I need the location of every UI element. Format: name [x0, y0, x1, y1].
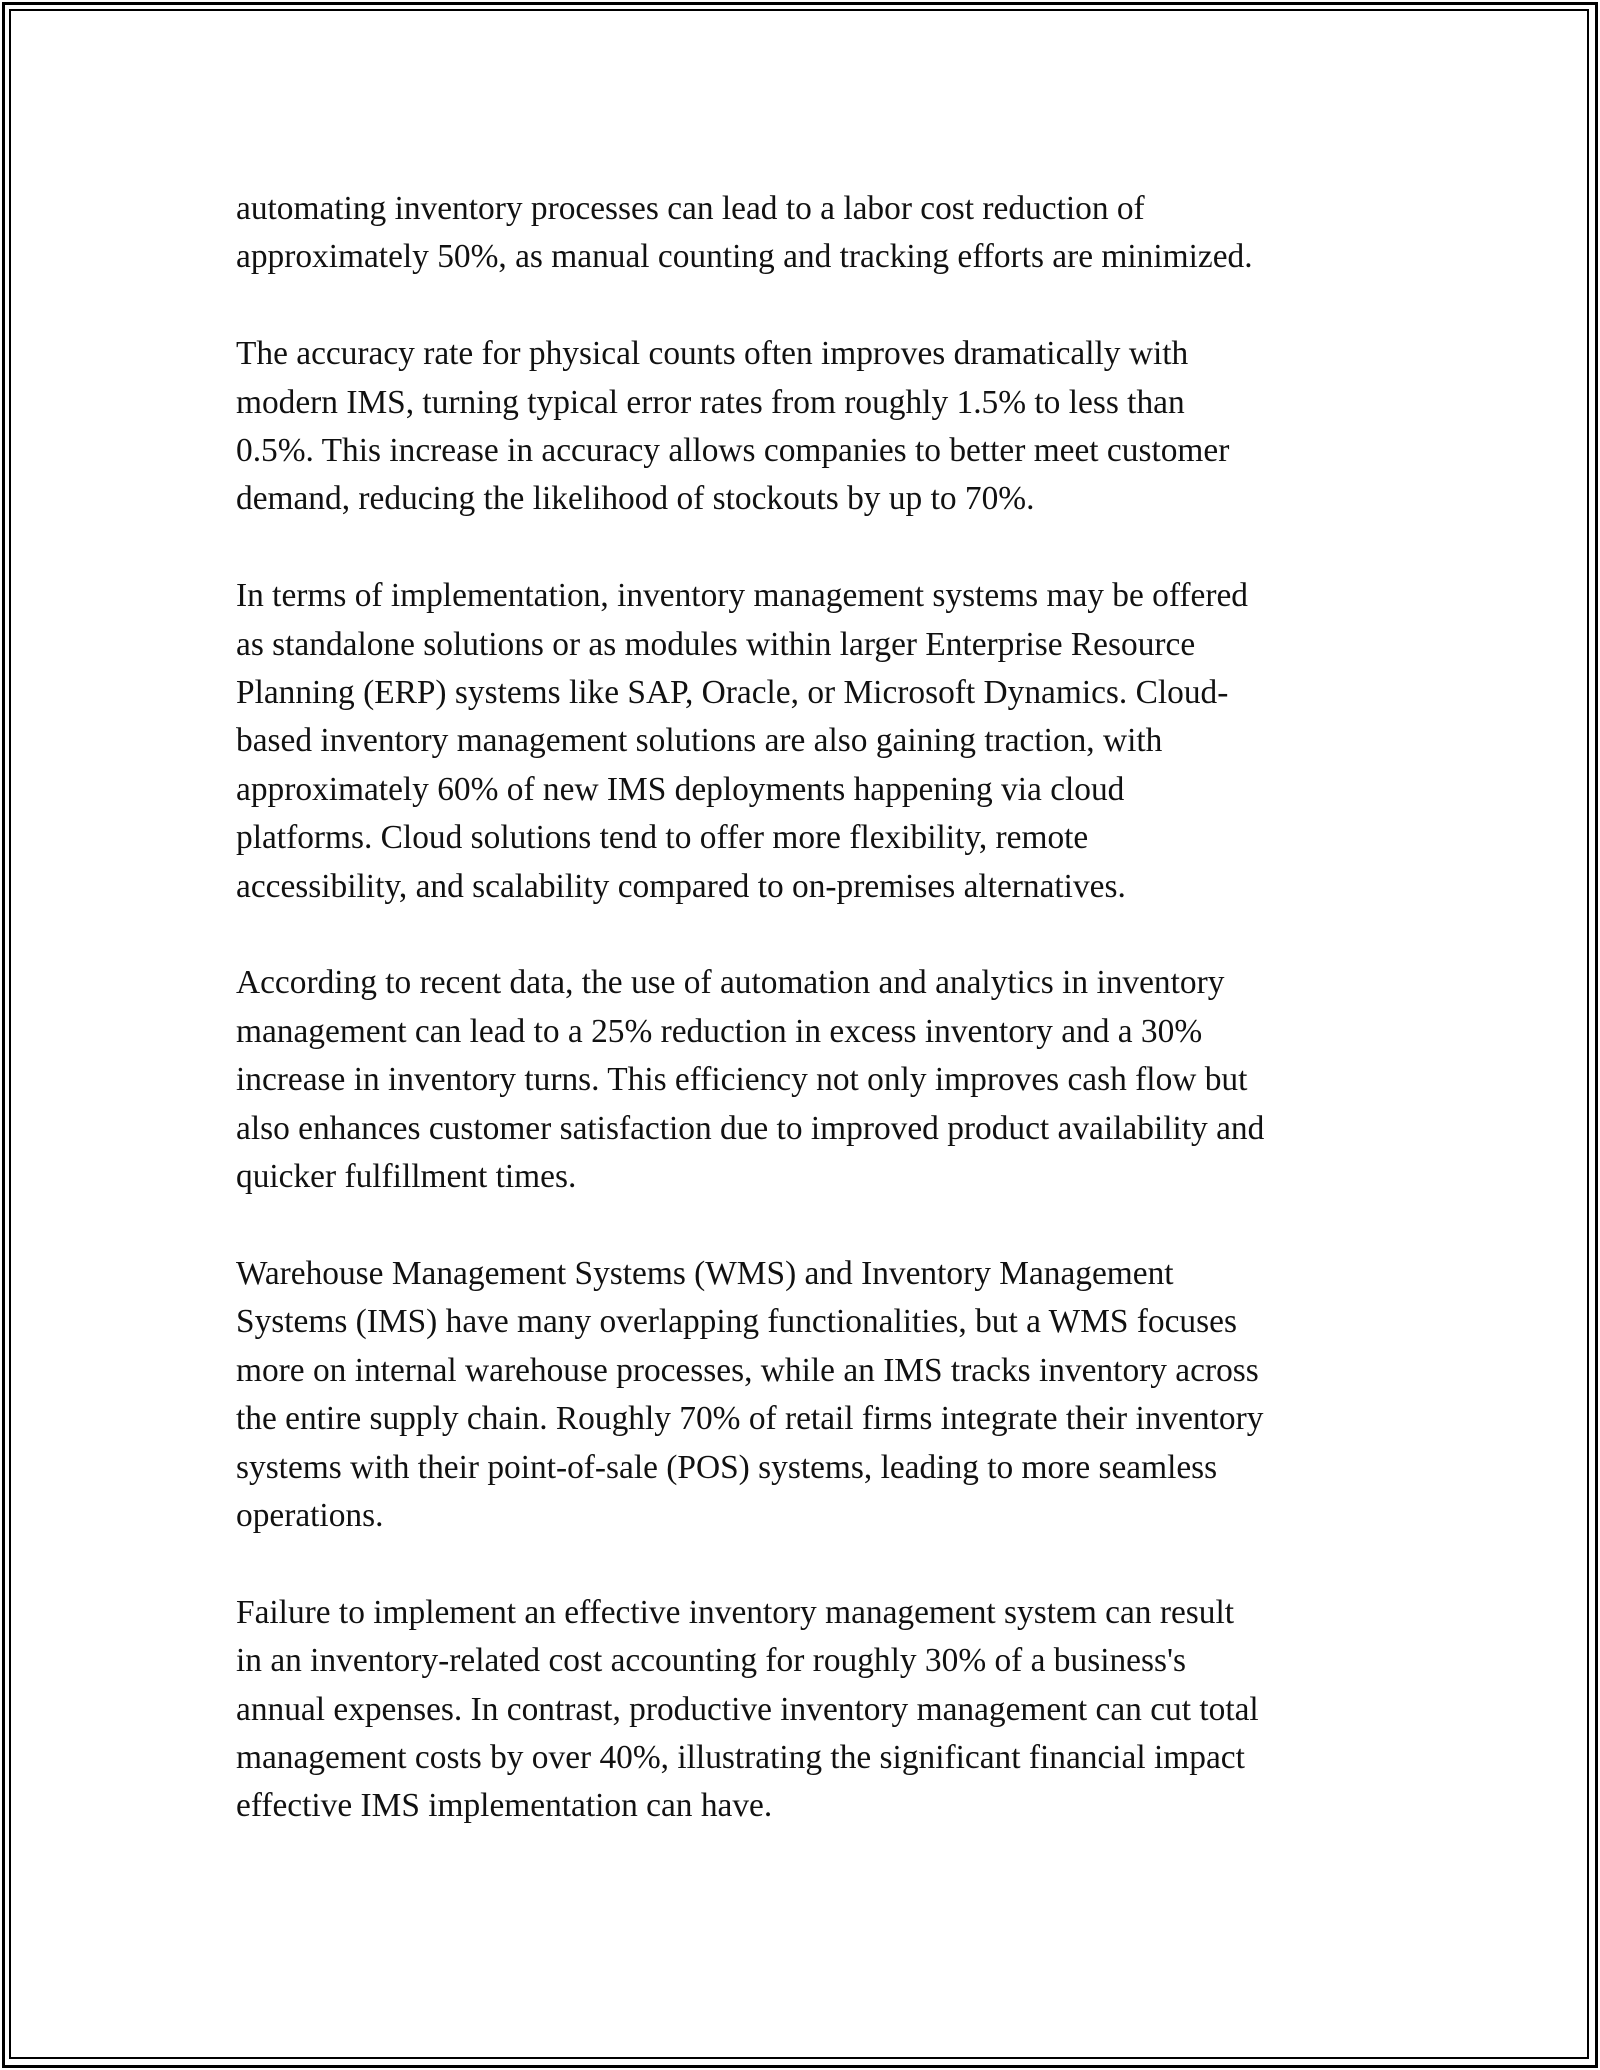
text-line: approximately 50%, as manual counting and tracking efforts are minimized. [236, 238, 1253, 276]
text-line: platforms. Cloud solutions tend to offer more flexibility, remote [236, 819, 1089, 857]
document-body [236, 185, 1381, 1879]
text-line: operations. [236, 1496, 384, 1534]
paragraph [236, 959, 1381, 1201]
text-line: in an inventory-related cost accounting for roughly 30% of a business's [236, 1642, 1186, 1680]
text-line: as standalone solutions or as modules within larger Enterprise Resource [236, 625, 1196, 663]
text-line: also enhances customer satisfaction due to improved product availability and [236, 1109, 1265, 1147]
text-line: quicker fulfillment times. [236, 1158, 577, 1196]
text-line: based inventory management solutions are also gaining traction, with [236, 722, 1163, 760]
paragraph [236, 330, 1381, 524]
text-line: management costs by over 40%, illustrating the significant financial impact [236, 1738, 1245, 1776]
text-line: modern IMS, turning typical error rates from roughly 1.5% to less than [236, 383, 1185, 421]
text-line: more on internal warehouse processes, while an IMS tracks inventory across [236, 1351, 1259, 1389]
text-line: Failure to implement an effective inventory management system can result [236, 1593, 1235, 1631]
text-line: approximately 60% of new IMS deployments happening via cloud [236, 770, 1125, 808]
text-line: In terms of implementation, inventory management systems may be offered [236, 577, 1248, 615]
text-line: increase in inventory turns. This efficiency not only improves cash flow but [236, 1061, 1248, 1099]
text-line: effective IMS implementation can have. [236, 1787, 773, 1825]
text-line: 0.5%. This increase in accuracy allows companies to better meet customer [236, 432, 1230, 470]
paragraph [236, 1250, 1381, 1540]
text-line: According to recent data, the use of automation and analytics in inventory [236, 964, 1225, 1002]
text-line: Warehouse Management Systems (WMS) and Inventory Management [236, 1254, 1174, 1292]
text-line: management can lead to a 25% reduction in excess inventory and a 30% [236, 1012, 1203, 1050]
paragraph [236, 572, 1381, 911]
text-line: Systems (IMS) have many overlapping functionalities, but a WMS focuses [236, 1303, 1237, 1341]
text-line: Planning (ERP) systems like SAP, Oracle, or Microsoft Dynamics. Cloud- [236, 674, 1229, 712]
paragraph [236, 185, 1381, 282]
text-line: the entire supply chain. Roughly 70% of retail firms integrate their inventory [236, 1400, 1264, 1438]
text-line: systems with their point-of-sale (POS) systems, leading to more seamless [236, 1448, 1218, 1486]
paragraph [236, 1589, 1381, 1831]
text-line: accessibility, and scalability compared to on-premises alternatives. [236, 867, 1126, 905]
text-line: automating inventory processes can lead to a labor cost reduction of [236, 190, 1145, 227]
text-line: The accuracy rate for physical counts often improves dramatically with [236, 335, 1189, 373]
text-line: demand, reducing the likelihood of stockouts by up to 70%. [236, 480, 1035, 518]
text-line: annual expenses. In contrast, productive inventory management can cut total [236, 1690, 1259, 1728]
